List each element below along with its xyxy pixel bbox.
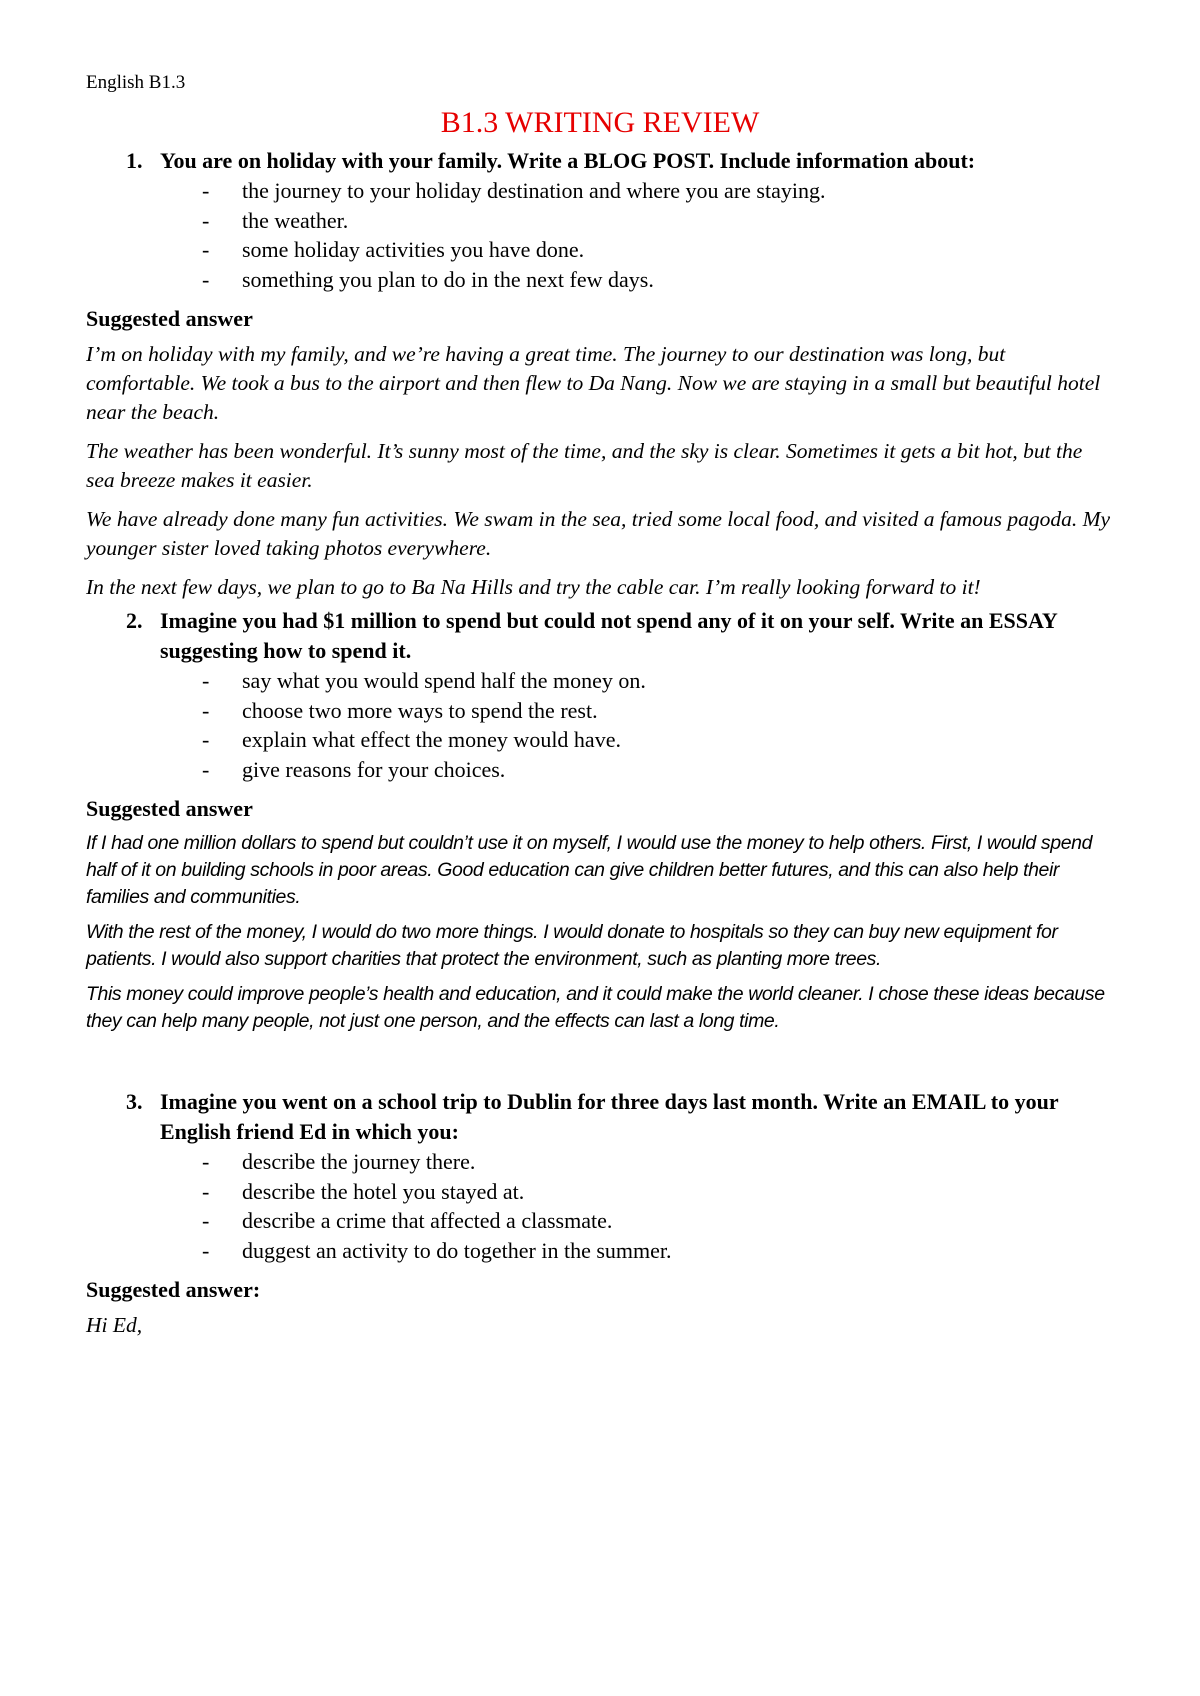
answer-paragraph: If I had one million dollars to spend but couldn’t use it on myself, I would use the money to help others. First, I would spend half of it on building schools in poor areas. Good education can give children better futures, and this can also help their families and communities. (86, 832, 1093, 908)
section-3 (86, 1087, 1114, 1340)
suggested-answer-label: Suggested answer (86, 796, 253, 821)
answer-paragraph: This money could improve people’s health and education, and it could make the world cleaner. I chose these ideas because they can help many people, not just one person, and the effects can last a long time. (86, 983, 1105, 1032)
question-prompt: Imagine you had $1 million to spend but could not spend any of it on your self. Write an ESSAY suggesting how to spend it. (160, 608, 1057, 663)
answer-paragraph: The weather has been wonderful. It’s sunny most of the time, and the sky is clear. Sometimes it gets a bit hot, but the sea breeze makes it easier. (86, 439, 1083, 492)
question-number: 1. (126, 148, 143, 173)
question-1 (86, 146, 1114, 176)
suggested-answer-label: Suggested answer (86, 306, 253, 331)
question-number: 2. (126, 608, 143, 633)
question-prompt: You are on holiday with your family. Write a BLOG POST. Include information about: (160, 148, 976, 173)
suggested-answer (86, 340, 1114, 602)
question-number: 3. (126, 1089, 143, 1114)
list-item: - give reasons for your choices. (202, 756, 506, 782)
list-item: - the journey to your holiday destination and where you are staying. (202, 178, 826, 203)
suggested-answer (86, 830, 1114, 1035)
question-3 (86, 1087, 1114, 1147)
page-title: B1.3 WRITING REVIEW (440, 106, 760, 139)
section-2 (86, 606, 1114, 1035)
question-prompt: Imagine you went on a school trip to Dublin for three days last month. Write an EMAIL to your English friend Ed in which you: (160, 1089, 1059, 1144)
suggested-answer-label: Suggested answer: (86, 1277, 261, 1302)
answer-paragraph: I’m on holiday with my family, and we’re having a great time. The journey to our destination was long, but comfortable. We took a bus to the airport and then flew to Da Nang. Now we are staying in a small but beautiful hotel near the beach. (86, 342, 1101, 424)
answer-paragraph: Hi Ed, (86, 1313, 143, 1337)
list-item: - something you plan to do in the next few days. (202, 266, 654, 292)
list-item: - duggest an activity to do together in the summer. (202, 1237, 672, 1263)
list-item: - say what you would spend half the money on. (202, 668, 646, 693)
suggested-answer (86, 1311, 1114, 1340)
answer-paragraph: In the next few days, we plan to go to Ba Na Hills and try the cable car. I’m really looking forward to it! (86, 575, 981, 599)
question-2 (86, 606, 1114, 666)
list-item: - describe a crime that affected a classmate. (202, 1208, 613, 1233)
section-1 (86, 146, 1114, 602)
list-item: - the weather. (202, 207, 349, 233)
task-list (86, 176, 1114, 294)
list-item: - describe the journey there. (202, 1149, 476, 1174)
answer-paragraph: With the rest of the money, I would do two more things. I would donate to hospitals so they can buy new equipment for patients. I would also support charities that protect the environment, such as planting more trees. (86, 921, 1058, 970)
list-item: - describe the hotel you stayed at. (202, 1178, 525, 1204)
list-item: - explain what effect the money would have. (202, 727, 621, 752)
task-list (86, 1147, 1114, 1265)
spacer (86, 1043, 1114, 1087)
task-list (86, 666, 1114, 784)
list-item: - choose two more ways to spend the rest. (202, 697, 598, 723)
list-item: - some holiday activities you have done. (202, 237, 585, 262)
answer-paragraph: We have already done many fun activities. We swam in the sea, tried some local food, and visited a famous pagoda. My younger sister loved taking photos everywhere. (86, 507, 1111, 560)
course-label: English B1.3 (86, 72, 186, 93)
